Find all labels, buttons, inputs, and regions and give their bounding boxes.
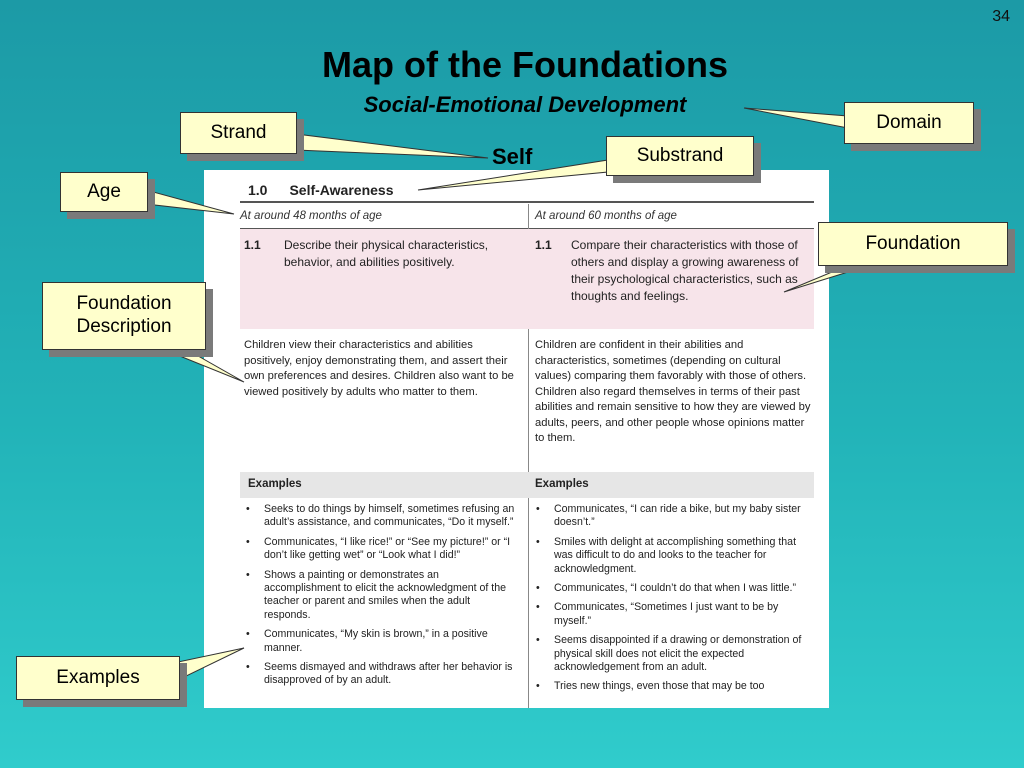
examples-pointer — [178, 648, 244, 680]
age-pointer — [146, 190, 234, 214]
list-item: • Tries new things, even those that may be too — [530, 680, 812, 693]
substrand-number: 1.0 — [248, 182, 268, 198]
list-item: • Seeks to do things by himself, sometimes refusing an adult’s assistance, and communicates, “Do it myself.” — [240, 503, 516, 530]
list-item: • Communicates, “I can ride a bike, but my baby sister doesn’t.” — [530, 503, 812, 530]
age-callout: Age — [60, 172, 148, 212]
list-item: • Smiles with delight at accomplishing something that was difficult to do and looks to the teacher for acknowledgment. — [530, 536, 812, 576]
strand-title: Self — [492, 144, 533, 169]
foundation-pointer — [784, 262, 880, 292]
foundation-number-48: 1.1 — [244, 238, 261, 252]
age-60-months: At around 60 months of age — [535, 210, 677, 222]
foundation-text-60: Compare their characteristics with those of others and display a growing awareness of their psychological characteristics, such as thoughts and feelings. — [571, 238, 799, 303]
substrand-pointer — [418, 160, 608, 190]
foundation-number-60: 1.1 — [535, 238, 552, 252]
list-item: • Communicates, “Sometimes I just want to be by myself.” — [530, 601, 812, 628]
domain-callout: Domain — [844, 102, 974, 144]
foundation-description-callout: Foundation Description — [42, 282, 206, 350]
foundation-description-pointer — [160, 348, 244, 382]
slide-title: Map of the Foundations — [322, 44, 728, 85]
list-item: • Shows a painting or demonstrates an accomplishment to elicit the acknowledgment of the teacher or parent and smiles when the adult responds. — [240, 569, 516, 623]
foundation-description-60: Children are confident in their abilities and characteristics, sometimes (depending on cultural values) comparing them favorably with those of others. Children also regard themselves in terms of their past abilities and remain sensitive to how they are viewed by adults, peers, and other people whose opinions matter to them. — [535, 339, 811, 444]
strand-pointer — [296, 134, 488, 158]
domain-title: Social-Emotional Development — [363, 92, 687, 117]
foundation-callout: Foundation — [818, 222, 1008, 266]
foundation-text-48: Describe their physical characteristics, behavior, and abilities positively. — [284, 238, 489, 269]
list-item: • Communicates, “I couldn’t do that when I was little.” — [530, 582, 812, 595]
strand-callout: Strand — [180, 112, 297, 154]
foundation-description-48: Children view their characteristics and abilities positively, enjoy demonstrating them, and assert their own preferences and desires. Children also want to be viewed positively by adults who matter to them. — [244, 339, 514, 398]
list-item: • Seems disappointed if a drawing or demonstration of physical skill does not elicit the expected acknowledgement from an adult. — [530, 634, 812, 674]
slide-number: 34 — [992, 8, 1010, 25]
list-item: • Communicates, “My skin is brown,” in a positive manner. — [240, 628, 516, 655]
list-item: • Seems dismayed and withdraws after her behavior is disapproved of by an adult. — [240, 661, 516, 688]
list-item: • Communicates, “I like rice!” or “See my picture!” or “I don’t like getting wet” or “Look what I did!” — [240, 536, 516, 563]
examples-heading-60: Examples — [535, 478, 589, 490]
age-48-months: At around 48 months of age — [240, 210, 382, 222]
examples-callout: Examples — [16, 656, 180, 700]
examples-heading-48: Examples — [248, 478, 302, 490]
domain-pointer — [744, 108, 848, 128]
substrand-title: Self-Awareness — [289, 182, 394, 198]
substrand-callout: Substrand — [606, 136, 754, 176]
